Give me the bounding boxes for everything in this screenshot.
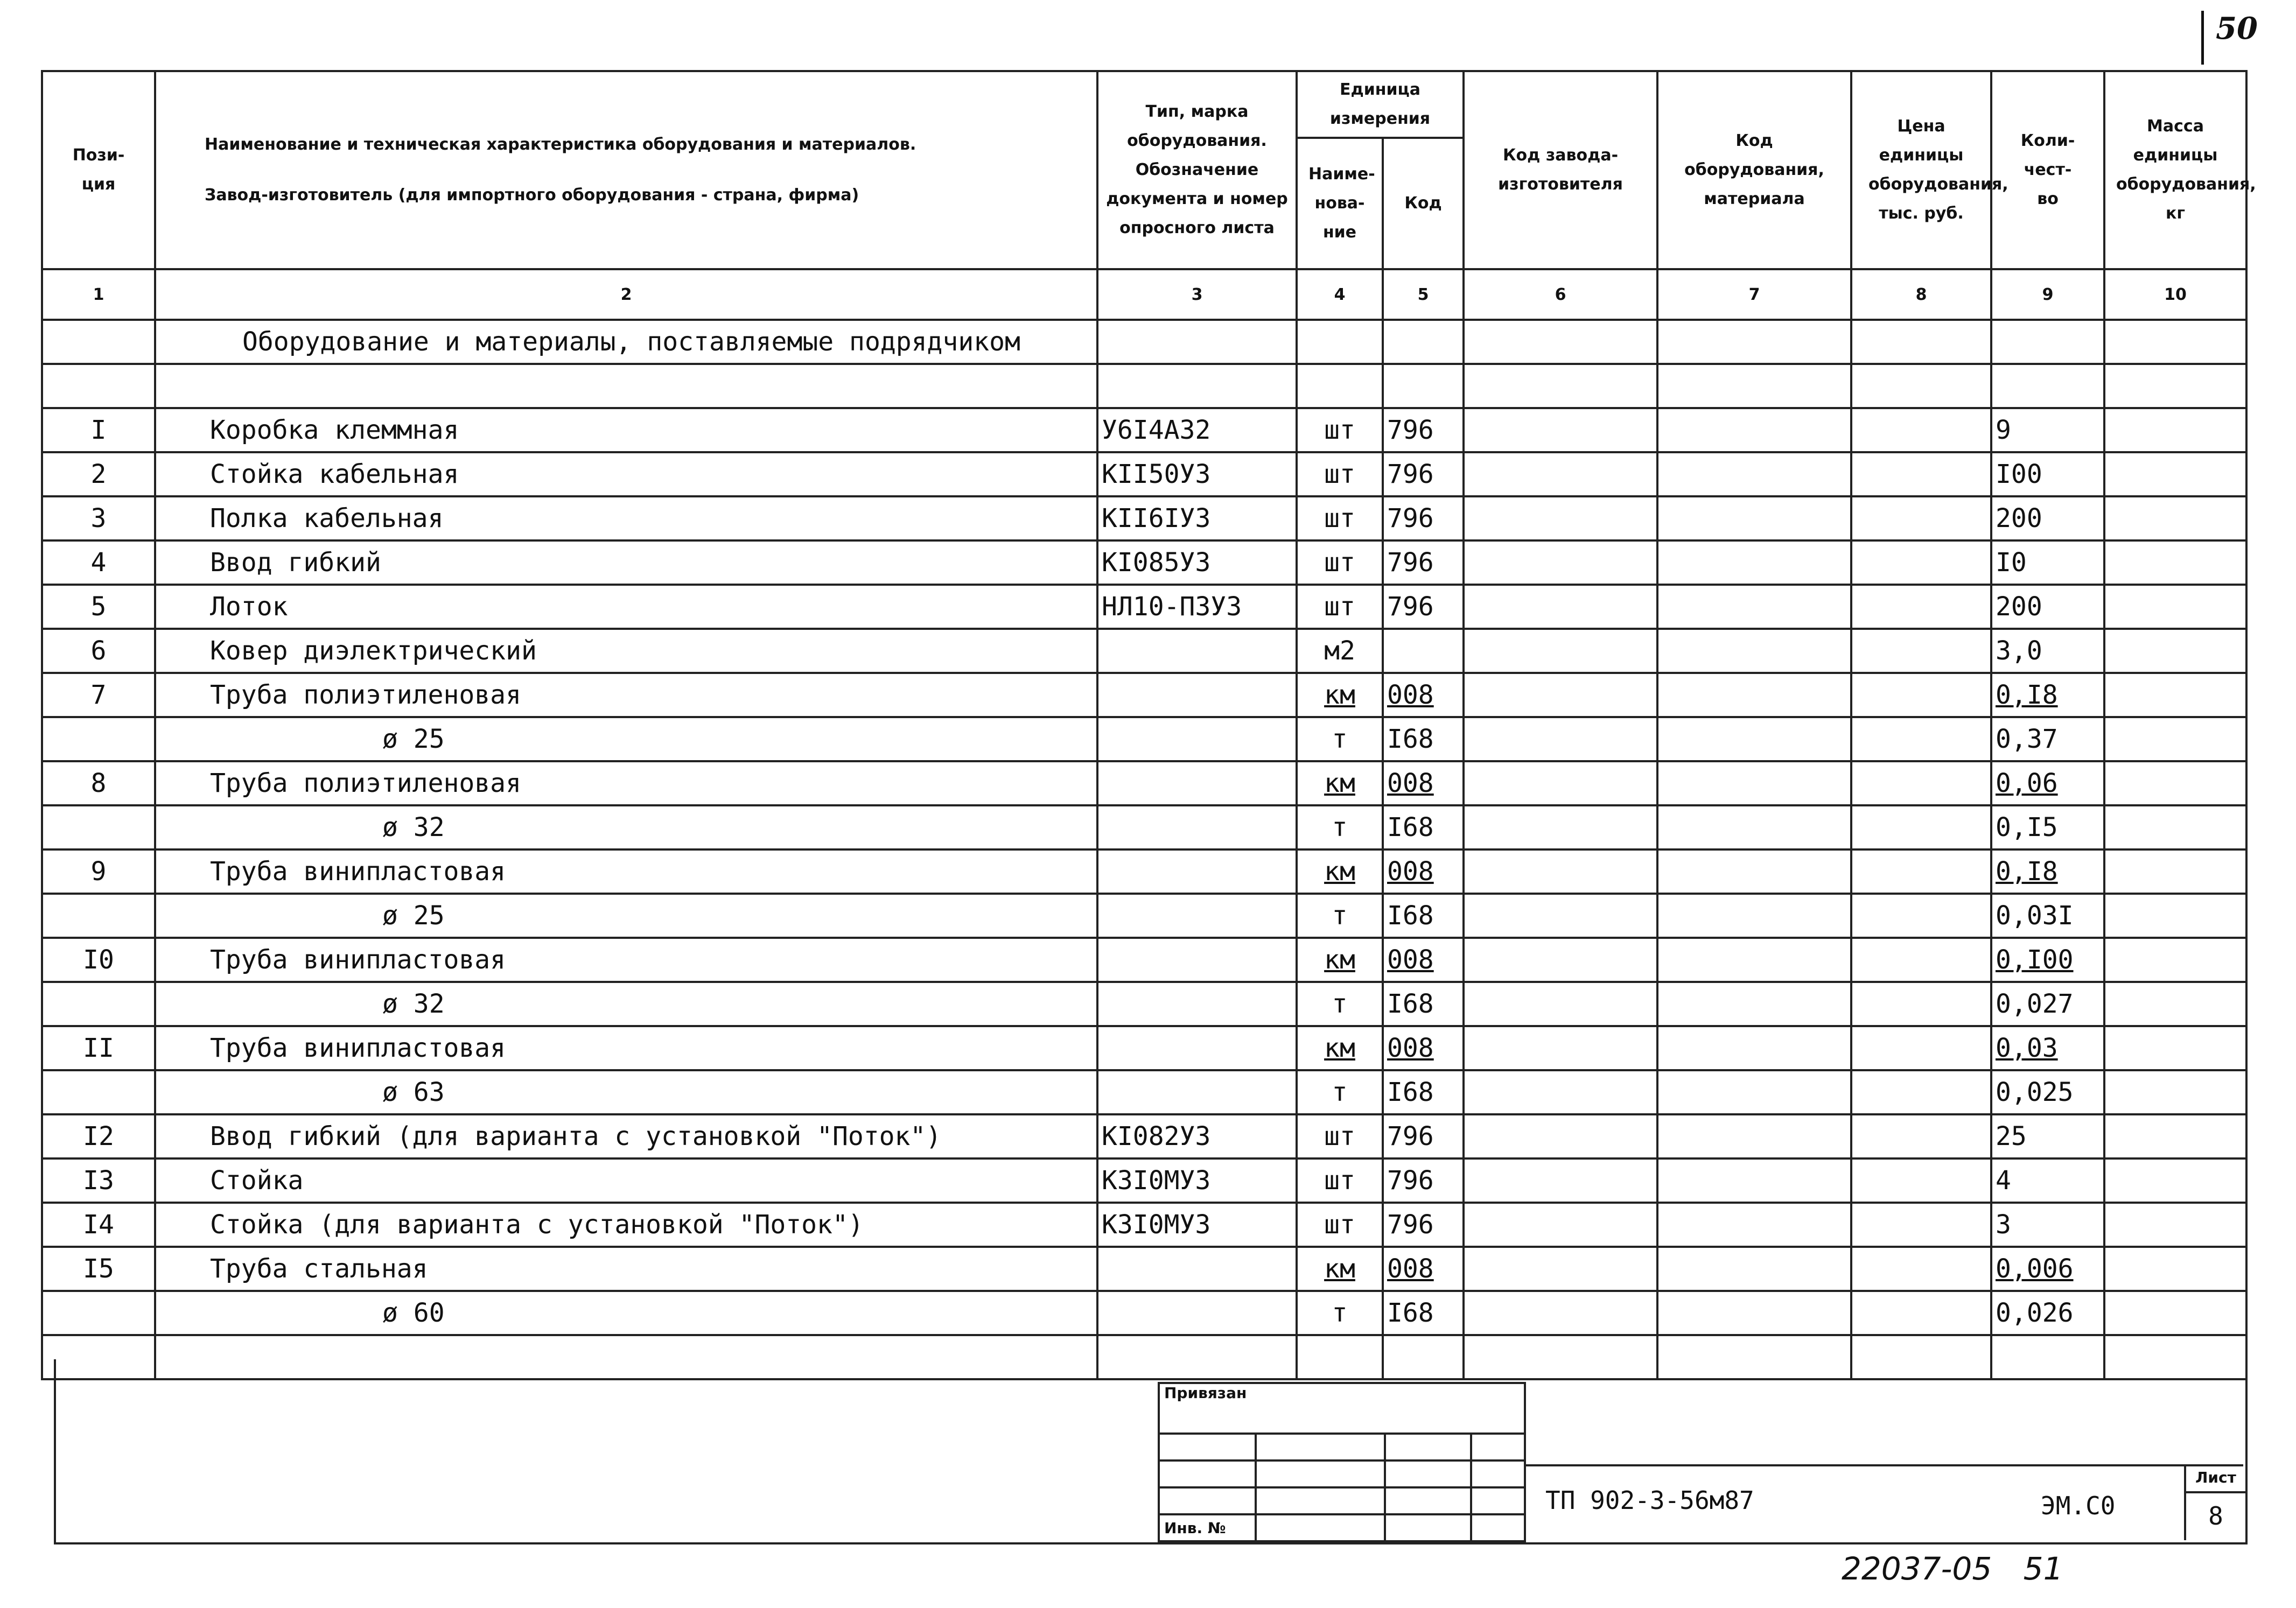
sheet-box	[2184, 1464, 2245, 1540]
inv-label: Инв. №	[1159, 1514, 1256, 1541]
header-unit-name: Наиме-нова-ние	[1297, 138, 1383, 269]
colnum-8: 8	[1851, 269, 1991, 320]
row-name: ø 63	[155, 1070, 1097, 1114]
table-row	[42, 717, 2246, 761]
row-mass	[2104, 1026, 2246, 1070]
row-price	[1851, 540, 1991, 585]
data-rows	[42, 408, 2246, 1335]
table-row	[42, 1247, 2246, 1291]
page-number-mark	[2201, 11, 2264, 65]
table-row	[42, 761, 2246, 805]
row-type: КII6IУЗ	[1097, 496, 1297, 540]
row-type	[1097, 629, 1297, 673]
table-row	[42, 1158, 2246, 1203]
row-factory-code	[1464, 982, 1657, 1026]
row-factory-code	[1464, 1291, 1657, 1335]
row-name: ø 32	[155, 982, 1097, 1026]
row-position: 5	[42, 585, 155, 629]
row-type: КI085УЗ	[1097, 540, 1297, 585]
table-row	[42, 1291, 2246, 1335]
row-unit: т	[1297, 982, 1383, 1026]
row-price	[1851, 761, 1991, 805]
row-position	[42, 805, 155, 849]
row-quantity: 3	[1991, 1203, 2104, 1247]
row-factory-code	[1464, 452, 1657, 496]
row-unit: шт	[1297, 408, 1383, 452]
row-quantity: 0,I8	[1991, 849, 2104, 894]
row-name: Стойка	[155, 1158, 1097, 1203]
row-unit: т	[1297, 1070, 1383, 1114]
row-position: I	[42, 408, 155, 452]
row-type	[1097, 1247, 1297, 1291]
row-equipment-code	[1657, 805, 1851, 849]
row-quantity: 0,I5	[1991, 805, 2104, 849]
row-equipment-code	[1657, 1203, 1851, 1247]
row-unit-code: 008	[1383, 1026, 1464, 1070]
row-equipment-code	[1657, 408, 1851, 452]
row-name: Полка кабельная	[155, 496, 1097, 540]
table-row	[42, 1070, 2246, 1114]
row-position: I2	[42, 1114, 155, 1158]
colnum-4: 4	[1297, 269, 1383, 320]
colnum-2: 2	[155, 269, 1097, 320]
row-unit-code: I68	[1383, 1070, 1464, 1114]
row-position: 9	[42, 849, 155, 894]
row-unit: шт	[1297, 452, 1383, 496]
row-unit-code: 796	[1383, 1203, 1464, 1247]
colnum-5: 5	[1383, 269, 1464, 320]
row-factory-code	[1464, 408, 1657, 452]
header-equipment-code: Код оборудования, материала	[1657, 71, 1851, 269]
row-price	[1851, 408, 1991, 452]
row-factory-code	[1464, 585, 1657, 629]
row-position	[42, 894, 155, 938]
table-row	[42, 1114, 2246, 1158]
row-quantity: 0,006	[1991, 1247, 2104, 1291]
colnum-7: 7	[1657, 269, 1851, 320]
row-price	[1851, 1070, 1991, 1114]
row-unit-code: 008	[1383, 761, 1464, 805]
row-unit: км	[1297, 1026, 1383, 1070]
row-equipment-code	[1657, 1114, 1851, 1158]
row-name: Ковер диэлектрический	[155, 629, 1097, 673]
row-quantity: 0,37	[1991, 717, 2104, 761]
row-name: Труба стальная	[155, 1247, 1097, 1291]
header-quantity: Коли-чест-во	[1991, 71, 2104, 269]
row-equipment-code	[1657, 894, 1851, 938]
row-unit-code: 008	[1383, 938, 1464, 982]
row-position	[42, 1291, 155, 1335]
row-price	[1851, 938, 1991, 982]
row-unit-code: I68	[1383, 805, 1464, 849]
row-type	[1097, 673, 1297, 717]
sheet-label: Лист	[2186, 1464, 2245, 1493]
row-factory-code	[1464, 849, 1657, 894]
row-mass	[2104, 805, 2246, 849]
row-unit-code	[1383, 629, 1464, 673]
header-name: Наименование и техническая характеристика оборудования и материалов. Завод-изготовитель (для импортного оборудования - страна, фирма)	[155, 71, 1097, 269]
row-unit-code: 008	[1383, 1247, 1464, 1291]
row-type: КI082УЗ	[1097, 1114, 1297, 1158]
row-mass	[2104, 1203, 2246, 1247]
row-unit: км	[1297, 938, 1383, 982]
colnum-1: 1	[42, 269, 155, 320]
row-quantity: 0,I8	[1991, 673, 2104, 717]
row-unit-code: 796	[1383, 408, 1464, 452]
row-name: Ввод гибкий	[155, 540, 1097, 585]
row-price	[1851, 673, 1991, 717]
row-unit-code: 796	[1383, 540, 1464, 585]
row-price	[1851, 585, 1991, 629]
row-unit-code: I68	[1383, 717, 1464, 761]
row-unit: км	[1297, 761, 1383, 805]
table-row	[42, 585, 2246, 629]
header-type: Тип, марка оборудования. Обозначение документа и номер опросного листа	[1097, 71, 1297, 269]
row-name: Труба винипластовая	[155, 1026, 1097, 1070]
row-quantity: 0,03	[1991, 1026, 2104, 1070]
row-unit: т	[1297, 717, 1383, 761]
binding-stamp	[1158, 1382, 1526, 1542]
row-type	[1097, 938, 1297, 982]
row-equipment-code	[1657, 849, 1851, 894]
row-equipment-code	[1657, 585, 1851, 629]
table-row	[42, 540, 2246, 585]
row-equipment-code	[1657, 938, 1851, 982]
row-equipment-code	[1657, 452, 1851, 496]
row-price	[1851, 849, 1991, 894]
row-mass	[2104, 1247, 2246, 1291]
row-price	[1851, 1114, 1991, 1158]
section-title-row	[42, 320, 2246, 364]
colnum-10: 10	[2104, 269, 2246, 320]
row-quantity: 0,I00	[1991, 938, 2104, 982]
row-equipment-code	[1657, 496, 1851, 540]
row-type	[1097, 805, 1297, 849]
row-unit-code: 796	[1383, 496, 1464, 540]
row-name: ø 25	[155, 717, 1097, 761]
row-mass	[2104, 629, 2246, 673]
row-factory-code	[1464, 1070, 1657, 1114]
row-quantity: 4	[1991, 1158, 2104, 1203]
table-row	[42, 629, 2246, 673]
row-type	[1097, 761, 1297, 805]
row-mass	[2104, 761, 2246, 805]
row-equipment-code	[1657, 717, 1851, 761]
row-unit: м2	[1297, 629, 1383, 673]
row-equipment-code	[1657, 761, 1851, 805]
row-mass	[2104, 938, 2246, 982]
row-price	[1851, 1203, 1991, 1247]
row-position: 4	[42, 540, 155, 585]
header-price: Цена единицы оборудования, тыс. руб.	[1851, 71, 1991, 269]
row-factory-code	[1464, 1026, 1657, 1070]
row-price	[1851, 717, 1991, 761]
row-type: У6I4А32	[1097, 408, 1297, 452]
table-row	[42, 938, 2246, 982]
row-position	[42, 1070, 155, 1114]
row-type	[1097, 717, 1297, 761]
row-quantity: 200	[1991, 496, 2104, 540]
row-unit-code: I68	[1383, 1291, 1464, 1335]
row-equipment-code	[1657, 1026, 1851, 1070]
specification-table	[41, 70, 2256, 1380]
row-quantity: 0,03I	[1991, 894, 2104, 938]
row-mass	[2104, 408, 2246, 452]
row-name: Лоток	[155, 585, 1097, 629]
row-unit-code: 008	[1383, 849, 1464, 894]
row-price	[1851, 1026, 1991, 1070]
row-equipment-code	[1657, 540, 1851, 585]
table-row	[42, 805, 2246, 849]
row-unit: км	[1297, 1247, 1383, 1291]
row-type	[1097, 894, 1297, 938]
row-equipment-code	[1657, 1070, 1851, 1114]
row-factory-code	[1464, 894, 1657, 938]
row-unit-code: I68	[1383, 982, 1464, 1026]
table-row	[42, 1203, 2246, 1247]
row-mass	[2104, 540, 2246, 585]
title-block-frame	[54, 1359, 2248, 1544]
row-equipment-code	[1657, 1247, 1851, 1291]
row-name: Труба полиэтиленовая	[155, 673, 1097, 717]
header-row	[42, 71, 2246, 138]
colnum-9: 9	[1991, 269, 2104, 320]
row-price	[1851, 982, 1991, 1026]
row-name: Труба винипластовая	[155, 938, 1097, 982]
row-position: 8	[42, 761, 155, 805]
row-unit: шт	[1297, 540, 1383, 585]
row-mass	[2104, 1291, 2246, 1335]
row-mass	[2104, 849, 2246, 894]
row-price	[1851, 496, 1991, 540]
doc-mark: ЭМ.С0	[2041, 1491, 2116, 1520]
row-equipment-code	[1657, 1291, 1851, 1335]
row-factory-code	[1464, 1114, 1657, 1158]
row-position: I0	[42, 938, 155, 982]
row-factory-code	[1464, 1203, 1657, 1247]
row-price	[1851, 805, 1991, 849]
row-quantity: 25	[1991, 1114, 2104, 1158]
row-position: 2	[42, 452, 155, 496]
section-title: Оборудование и материалы, поставляемые подрядчиком	[155, 320, 1097, 364]
row-factory-code	[1464, 629, 1657, 673]
row-price	[1851, 1158, 1991, 1203]
row-position: I4	[42, 1203, 155, 1247]
row-unit-code: I68	[1383, 894, 1464, 938]
row-equipment-code	[1657, 982, 1851, 1026]
row-mass	[2104, 1070, 2246, 1114]
row-price	[1851, 1291, 1991, 1335]
row-factory-code	[1464, 540, 1657, 585]
table-row	[42, 982, 2246, 1026]
row-quantity: 0,025	[1991, 1070, 2104, 1114]
row-type	[1097, 982, 1297, 1026]
row-mass	[2104, 452, 2246, 496]
row-position: 7	[42, 673, 155, 717]
table-row	[42, 673, 2246, 717]
row-type: КII50УЗ	[1097, 452, 1297, 496]
row-quantity: 3,0	[1991, 629, 2104, 673]
row-factory-code	[1464, 673, 1657, 717]
row-unit: т	[1297, 894, 1383, 938]
row-factory-code	[1464, 761, 1657, 805]
row-unit-code: 796	[1383, 1158, 1464, 1203]
row-mass	[2104, 1114, 2246, 1158]
row-mass	[2104, 1158, 2246, 1203]
table-row	[42, 452, 2246, 496]
row-position: 6	[42, 629, 155, 673]
row-factory-code	[1464, 1158, 1657, 1203]
row-equipment-code	[1657, 673, 1851, 717]
table-row	[42, 894, 2246, 938]
row-factory-code	[1464, 938, 1657, 982]
row-position	[42, 982, 155, 1026]
tied-label: Привязан	[1159, 1383, 1525, 1434]
row-price	[1851, 894, 1991, 938]
row-position	[42, 717, 155, 761]
row-unit-code: 796	[1383, 585, 1464, 629]
row-mass	[2104, 717, 2246, 761]
row-unit: шт	[1297, 1158, 1383, 1203]
colnum-6: 6	[1464, 269, 1657, 320]
sheet-number: 8	[2208, 1501, 2223, 1530]
row-factory-code	[1464, 717, 1657, 761]
row-price	[1851, 629, 1991, 673]
row-unit: т	[1297, 805, 1383, 849]
row-price	[1851, 1247, 1991, 1291]
row-equipment-code	[1657, 1158, 1851, 1203]
row-quantity: 0,026	[1991, 1291, 2104, 1335]
row-quantity: 0,027	[1991, 982, 2104, 1026]
row-name: ø 25	[155, 894, 1097, 938]
table-row	[42, 408, 2246, 452]
row-type: НЛ10-П3У3	[1097, 585, 1297, 629]
header-unit-group: Единица измерения	[1297, 71, 1464, 138]
row-mass	[2104, 673, 2246, 717]
row-quantity: 0,06	[1991, 761, 2104, 805]
row-unit: шт	[1297, 585, 1383, 629]
row-name: Труба винипластовая	[155, 849, 1097, 894]
row-unit-code: 796	[1383, 452, 1464, 496]
colnum-3: 3	[1097, 269, 1297, 320]
row-mass	[2104, 585, 2246, 629]
row-name: Ввод гибкий (для варианта с установкой "Поток")	[155, 1114, 1097, 1158]
row-quantity: 9	[1991, 408, 2104, 452]
row-unit-code: 796	[1383, 1114, 1464, 1158]
row-type	[1097, 1026, 1297, 1070]
row-unit: шт	[1297, 1203, 1383, 1247]
row-name: ø 60	[155, 1291, 1097, 1335]
row-name: ø 32	[155, 805, 1097, 849]
row-name: Стойка кабельная	[155, 452, 1097, 496]
blank-row	[42, 364, 2246, 408]
row-type	[1097, 1070, 1297, 1114]
row-type	[1097, 849, 1297, 894]
row-price	[1851, 452, 1991, 496]
row-factory-code	[1464, 496, 1657, 540]
row-position: 3	[42, 496, 155, 540]
column-number-row	[42, 269, 2246, 320]
header-mass: Масса единицы оборудования, кг	[2104, 71, 2246, 269]
header-position: Пози- ция	[42, 71, 155, 269]
row-quantity: I0	[1991, 540, 2104, 585]
row-name: Коробка клеммная	[155, 408, 1097, 452]
row-unit: шт	[1297, 496, 1383, 540]
row-name: Труба полиэтиленовая	[155, 761, 1097, 805]
table-row	[42, 849, 2246, 894]
table-row	[42, 496, 2246, 540]
row-equipment-code	[1657, 629, 1851, 673]
title-block-line	[1524, 1464, 2243, 1466]
row-position: II	[42, 1026, 155, 1070]
row-position: I5	[42, 1247, 155, 1291]
row-unit: т	[1297, 1291, 1383, 1335]
row-type: К3I0МУЗ	[1097, 1158, 1297, 1203]
row-unit: шт	[1297, 1114, 1383, 1158]
header-factory-code: Код завода-изготовителя	[1464, 71, 1657, 269]
row-name: Стойка (для варианта с установкой "Поток")	[155, 1203, 1097, 1247]
row-quantity: 200	[1991, 585, 2104, 629]
row-quantity: I00	[1991, 452, 2104, 496]
row-type: К3I0МУЗ	[1097, 1203, 1297, 1247]
doc-code: ТП 902-3-56м87	[1545, 1486, 1754, 1515]
row-position: I3	[42, 1158, 155, 1203]
row-factory-code	[1464, 805, 1657, 849]
header-unit-code: Код	[1383, 138, 1464, 269]
row-unit: км	[1297, 673, 1383, 717]
footer-note: 22037-05 51	[1842, 1550, 2063, 1587]
row-mass	[2104, 894, 2246, 938]
row-factory-code	[1464, 1247, 1657, 1291]
row-unit-code: 008	[1383, 673, 1464, 717]
row-type	[1097, 1291, 1297, 1335]
page-number: 50	[2216, 11, 2258, 46]
table-row	[42, 1026, 2246, 1070]
row-mass	[2104, 496, 2246, 540]
row-mass	[2104, 982, 2246, 1026]
row-unit: км	[1297, 849, 1383, 894]
